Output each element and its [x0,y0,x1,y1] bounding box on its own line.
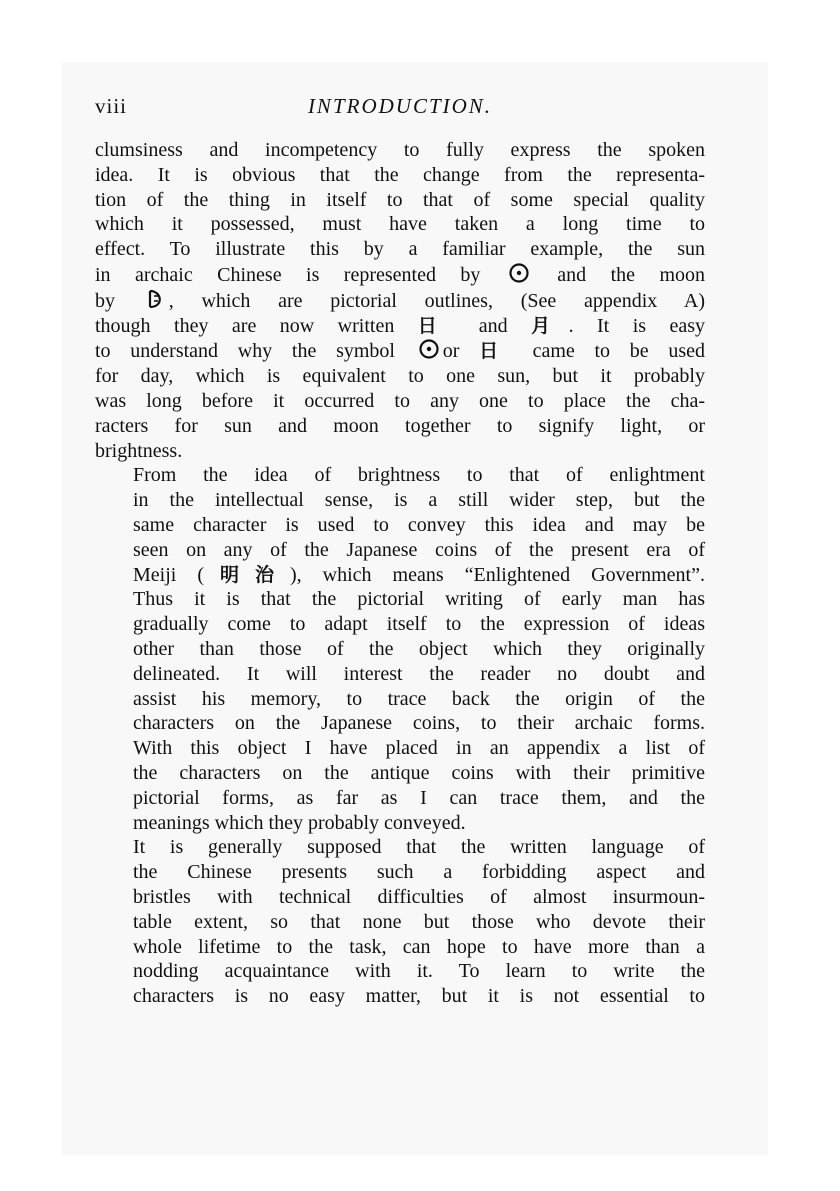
text-segment: to understand why the symbol [95,340,395,363]
text-segment: ), which means “Enlightened Government”. [290,563,705,586]
text-segment: and the moon [557,263,705,286]
text-line [95,262,705,288]
text-line: From the idea of brightness to that of enlightment [133,464,705,487]
text-segment: by [95,289,115,312]
paragraph [95,138,705,463]
text-line: same character is used to convey this idea and may be [133,513,705,536]
text-line: With this object I have placed in an appendix a list of [133,737,705,760]
text-line: which it possessed, must have taken a long time to [95,213,705,236]
text-line: characters is no easy matter, but it is not essential to [133,985,705,1008]
text-line: meanings which they probably conveyed. [133,811,466,834]
text-line: seen on any of the Japanese coins of the present era of [133,538,705,561]
text-line [95,288,705,314]
text-line [95,563,705,588]
text-line: characters on the Japanese coins, to their archaic forms. [133,712,705,735]
text-line: whole lifetime to the task, can hope to have more than a [133,935,705,958]
text-line [95,314,705,339]
text-line: idea. It is obvious that the change from the representa- [95,163,705,186]
text-segment: or [442,340,460,363]
body-text [95,138,705,1009]
archaic-sun-icon [508,262,530,284]
text-line: delineated. It will interest the reader no doubt and [133,662,705,685]
archaic-sun-icon [418,338,440,360]
text-line: was long before it occurred to any one to place the cha- [95,389,705,412]
text-segment: though they are now written [95,314,395,337]
text-line: Thus it is that the pictorial writing of early man has [133,588,705,611]
text-segment: came to be used [532,340,706,363]
text-line: racters for sun and moon together to signify light, or [95,414,705,437]
meiji-characters: 明治 [204,563,290,586]
text-line: the characters on the antique coins with their primitive [133,761,705,784]
text-segment: and [478,314,508,337]
text-line: nodding acquaintance with it. To learn to write the [133,960,705,983]
text-line: other than those of the object which they originally [133,637,705,660]
text-line: tion of the thing in itself to that of some special quality [95,188,705,211]
text-line: assist his memory, to trace back the origin of the [133,687,705,710]
text-line [95,338,705,364]
archaic-moon-icon [146,288,166,310]
sun-character: 日 [479,340,513,363]
text-line: pictorial forms, as far as I can trace them, and the [133,786,705,809]
text-line: clumsiness and incompetency to fully express the spoken [95,139,705,161]
text-line: It is generally supposed that the written language of [133,836,705,859]
page-header [95,94,705,120]
paragraph [95,463,705,835]
text-segment: . It is easy [568,314,706,337]
sun-character: 日 [417,314,456,337]
text-segment: in archaic Chinese is represented by [95,263,481,286]
text-line: bristles with technical difficulties of almost insurmoun- [133,885,705,908]
moon-character: 月 [531,314,569,337]
paragraph [95,835,705,1009]
text-line: in the intellectual sense, is a still wider step, but the [133,489,705,512]
text-line: gradually come to adapt itself to the expression of ideas [133,613,705,636]
text-line: the Chinese presents such a forbidding aspect and [133,861,705,884]
text-line: table extent, so that none but those who devote their [133,910,705,933]
text-line: effect. To illustrate this by a familiar example, the sun [95,238,705,261]
text-line: for day, which is equivalent to one sun, but it probably [95,365,705,388]
running-title: INTRODUCTION. [307,94,493,118]
text-segment: , which are pictorial outlines, (See appendix A) [168,289,706,312]
text-segment: Meiji ( [133,563,204,586]
page-number: viii [95,94,128,118]
text-line: brightness. [95,439,183,462]
